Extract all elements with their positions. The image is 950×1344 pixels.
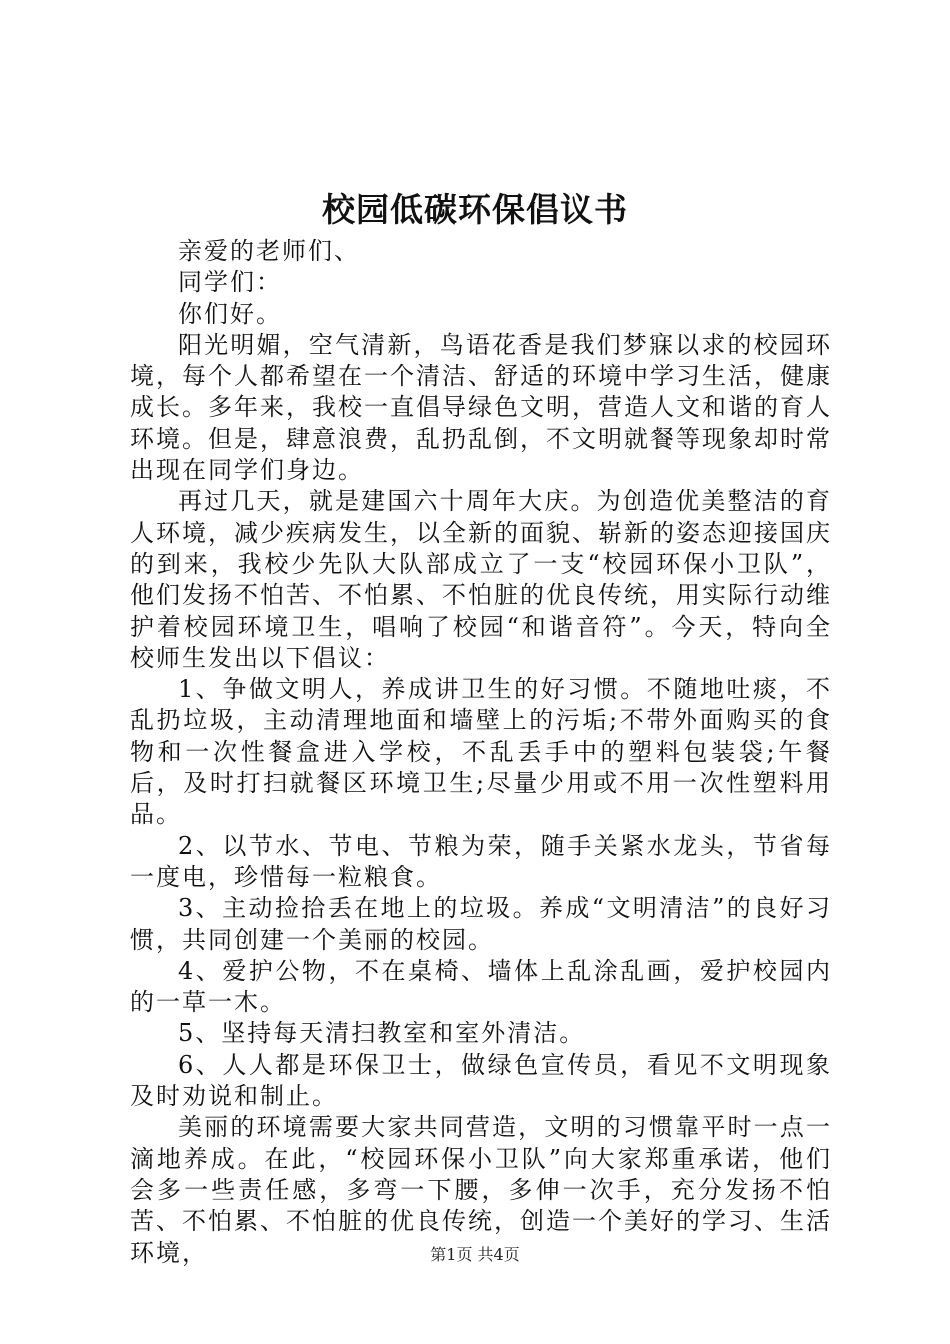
document-body	[130, 236, 832, 1269]
proposal-item-6: 6、人人都是环保卫士，做绿色宣传员，看见不文明现象及时劝说和制止。	[130, 1050, 832, 1111]
greeting-line-1: 亲爱的老师们、	[178, 237, 360, 265]
paragraph-intro: 阳光明媚，空气清新，鸟语花香是我们梦寐以求的校园环境，每个人都希望在一个清洁、舒适的环境中学习生活，健康成长。多年来，我校一直倡导绿色文明，营造人文和谐的育人环境。但是，肆意浪费，乱扔乱倒，不文明就餐等现象却时常出现在同学们身边。	[130, 330, 832, 485]
proposal-item-5: 5、坚持每天清扫教室和室外清洁。	[178, 1019, 586, 1048]
proposal-item-4: 4、爱护公物，不在桌椅、墙体上乱涂乱画，爱护校园内的一草一木。	[130, 956, 832, 1017]
paragraph-background: 再过几天，就是建国六十周年大庆。为创造优美整洁的育人环境，减少疾病发生，以全新的面貌、崭新的姿态迎接国庆的到来，我校少先队大队部成立了一支“校园环保小卫队”，他们发扬不怕苦、不怕累、不怕脏的优良传统，用实际行动维护着校园环境卫生，唱响了校园“和谐音符”。今天，特向全校师生发出以下倡议：	[130, 487, 832, 672]
greeting-line-3: 你们好。	[178, 299, 282, 328]
document-title: 校园低碳环保倡议书	[322, 190, 628, 229]
proposal-item-1: 1、争做文明人，养成讲卫生的好习惯。不随地吐痰，不乱扔垃圾，主动清理地面和墙壁上的污垢;不带外面购买的食物和一次性餐盒进入学校，不乱丢手中的塑料包装袋;午餐后，及时打扫就餐区环境卫生;尽量少用或不用一次性塑料用品。	[130, 675, 832, 829]
greeting-line-2: 同学们：	[178, 268, 282, 297]
proposal-item-2: 2、以节水、节电、节粮为荣，随手关紧水龙头，节省每一度电，珍惜每一粒粮食。	[130, 831, 832, 891]
proposal-item-3: 3、主动捡拾丢在地上的垃圾。养成“文明清洁”的良好习惯，共同创建一个美丽的校园。	[130, 894, 832, 954]
page-number-footer: 第1页 共4页	[430, 1245, 520, 1264]
paragraph-closing: 美丽的环境需要大家共同营造，文明的习惯靠平时一点一滴地养成。在此，“校园环保小卫队”向大家郑重承诺，他们会多一些责任感，多弯一下腰，多伸一次手，充分发扬不怕苦、不怕累、不怕脏的优良传统，创造一个美好的学习、生活环境，	[130, 1113, 832, 1267]
